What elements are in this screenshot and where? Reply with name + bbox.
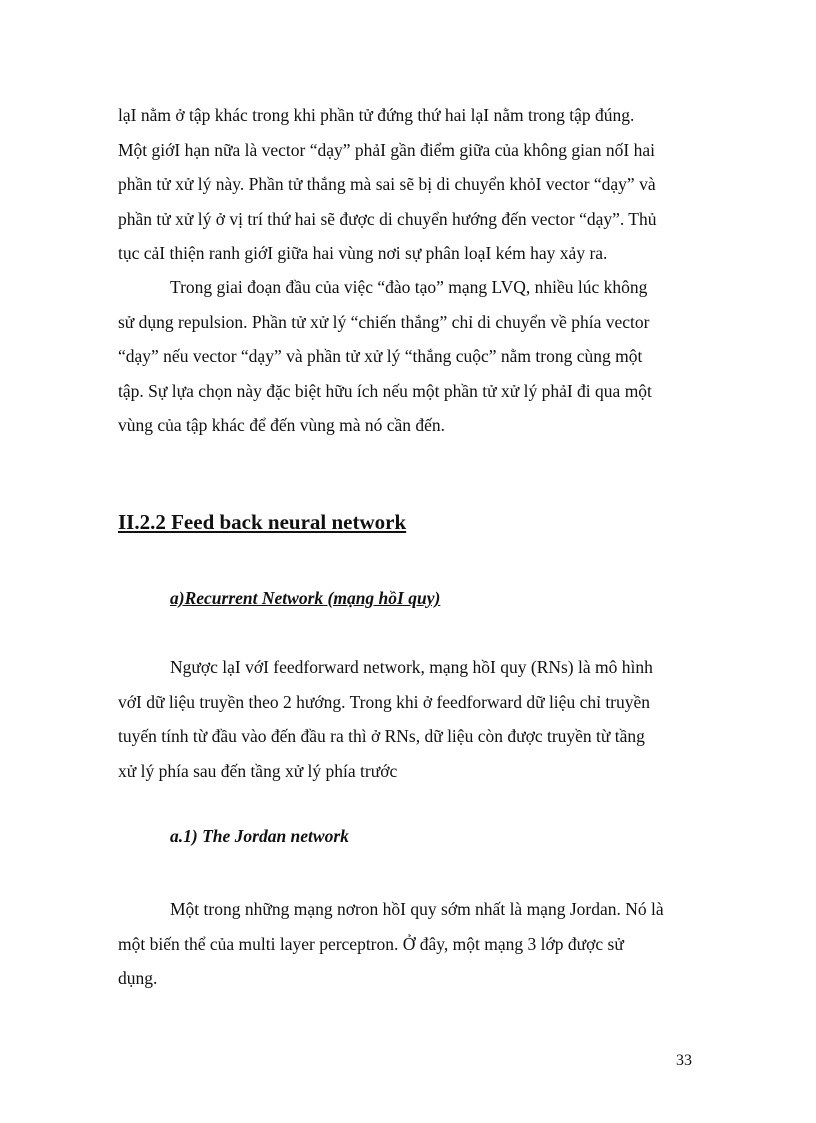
text-line: “dạy” nếu vector “dạy” và phần tử xử lý “thắng cuộc” nằm trong cùng một bbox=[118, 346, 643, 366]
text-line: một biến thể của multi layer perceptron. Ở đây, một mạng 3 lớp được sử bbox=[118, 933, 624, 954]
page-number: 33 bbox=[676, 1052, 692, 1069]
text-line: phần tử xử lý ở vị trí thứ hai sẽ được di chuyển hướng đến vector “dạy”. Thủ bbox=[118, 208, 657, 229]
paragraph-lvq-boundary bbox=[118, 98, 708, 271]
text-line: vùng của tập khác để đến vùng mà nó cần đến. bbox=[118, 415, 446, 435]
text-line: lạI nằm ở tập khác trong khi phần tử đứng thứ hai lạI nằm trong tập đúng. bbox=[118, 105, 635, 125]
text-line: vớI dữ liệu truyền theo 2 hướng. Trong khi ở feedforward dữ liệu chỉ truyền bbox=[118, 691, 651, 712]
text-line: Một giớI hạn nữa là vector “dạy” phảI gần điểm giữa của không gian nốI hai bbox=[118, 139, 656, 160]
text-line: xử lý phía sau đến tầng xử lý phía trước bbox=[118, 760, 398, 781]
text-line: Trong giai đoạn đầu của việc “đào tạo” mạng LVQ, nhiều lúc không bbox=[170, 277, 648, 297]
text-line: tập. Sự lựa chọn này đặc biệt hữu ích nếu một phần tử xử lý phảI đi qua một bbox=[118, 380, 652, 401]
text-line: Một trong những mạng nơron hồI quy sớm nhất là mạng Jordan. Nó là bbox=[170, 899, 664, 919]
text-line: tục cảI thiện ranh giớI giữa hai vùng nơi sự phân loạI kém hay xảy ra. bbox=[118, 243, 608, 263]
text-line: tuyến tính từ đầu vào đến đầu ra thì ở RNs, dữ liệu còn được truyền từ tầng bbox=[118, 726, 645, 746]
subsection-heading-recurrent: a)Recurrent Network (mạng hồI quy) bbox=[170, 588, 441, 608]
text-line: Ngược lạI vớI feedforward network, mạng hồI quy (RNs) là mô hình bbox=[170, 657, 653, 677]
text-line: phần tử xử lý này. Phần tử thắng mà sai sẽ bị di chuyển khỏI vector “dạy” và bbox=[118, 174, 656, 194]
text-line: sử dụng repulsion. Phần tử xử lý “chiến thắng” chỉ di chuyển về phía vector bbox=[118, 311, 650, 332]
paragraph-recurrent-network bbox=[118, 650, 708, 788]
paragraph-lvq-training bbox=[118, 270, 708, 443]
subsection-heading-jordan: a.1) The Jordan network bbox=[170, 826, 349, 846]
text-line: dụng. bbox=[118, 968, 158, 988]
section-heading: II.2.2 Feed back neural network bbox=[118, 510, 407, 534]
paragraph-jordan-network bbox=[118, 892, 708, 996]
